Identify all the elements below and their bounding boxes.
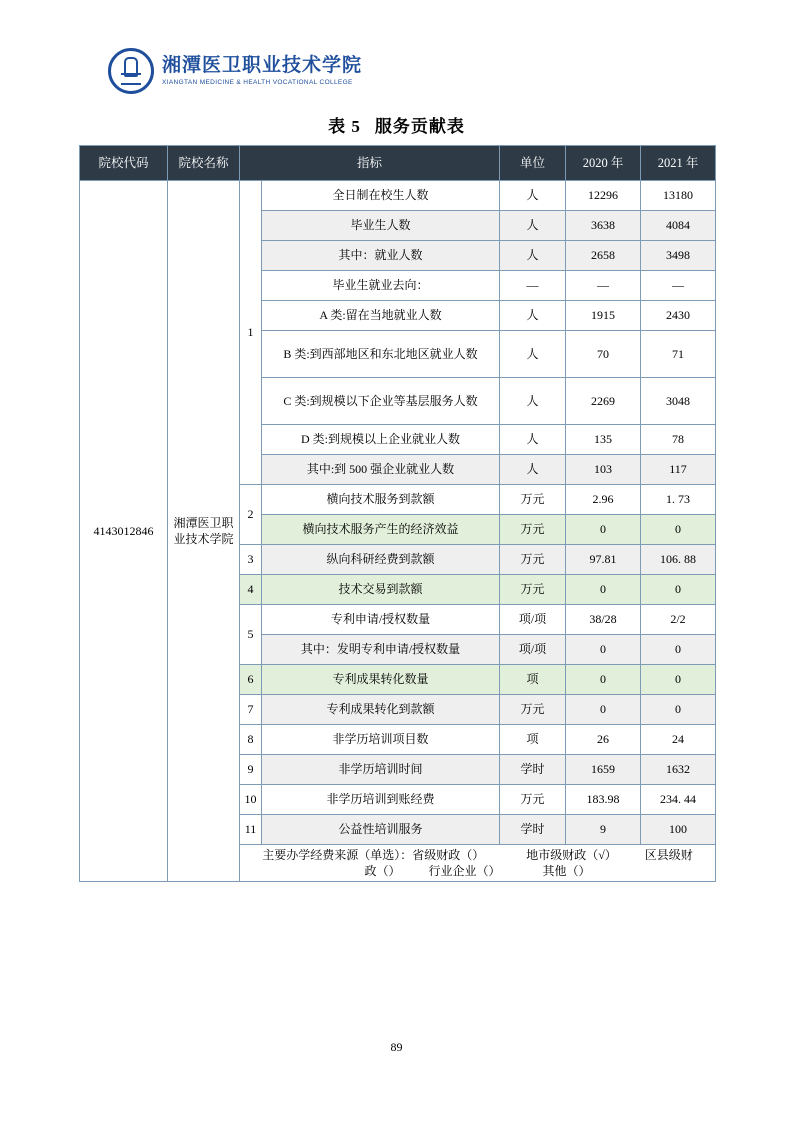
table-row [80, 181, 716, 211]
cell-unit: 万元 [500, 785, 566, 815]
cell-2021: 4084 [641, 211, 716, 241]
funding-source-cell [240, 845, 716, 882]
cell-2020: 12296 [566, 181, 641, 211]
cell-2021: 0 [641, 665, 716, 695]
cell-unit: 万元 [500, 545, 566, 575]
cell-indicator: 横向技术服务产生的经济效益 [262, 515, 500, 545]
cell-indicator: 其中：就业人数 [262, 241, 500, 271]
cell-group-index: 8 [240, 725, 262, 755]
cell-2020: 1659 [566, 755, 641, 785]
cell-2021: 3498 [641, 241, 716, 271]
college-emblem-icon [108, 48, 154, 94]
cell-2020: 0 [566, 635, 641, 665]
funding-source-county-cont: 政（） [364, 864, 401, 879]
cell-indicator: 其中：发明专利申请/授权数量 [262, 635, 500, 665]
header-school-code: 院校代码 [80, 146, 168, 181]
cell-unit: 项 [500, 725, 566, 755]
cell-2020: 9 [566, 815, 641, 845]
cell-group-index: 3 [240, 545, 262, 575]
cell-indicator: 非学历培训项目数 [262, 725, 500, 755]
cell-unit: 万元 [500, 575, 566, 605]
cell-2020: 3638 [566, 211, 641, 241]
cell-unit: 人 [500, 378, 566, 425]
cell-indicator: 横向技术服务到款额 [262, 485, 500, 515]
cell-2020: 97.81 [566, 545, 641, 575]
cell-indicator: 非学历培训到账经费 [262, 785, 500, 815]
cell-2021: 106. 88 [641, 545, 716, 575]
funding-source-line-2 [243, 863, 712, 879]
cell-indicator: D 类:到规模以上企业就业人数 [262, 425, 500, 455]
cell-unit: 项 [500, 665, 566, 695]
cell-unit: 人 [500, 181, 566, 211]
cell-2020: 0 [566, 575, 641, 605]
cell-unit: 学时 [500, 815, 566, 845]
cell-2020: 135 [566, 425, 641, 455]
header-year-2021: 2021 年 [641, 146, 716, 181]
cell-2021: 24 [641, 725, 716, 755]
cell-unit: — [500, 271, 566, 301]
college-logo [108, 48, 362, 94]
cell-2020: 0 [566, 695, 641, 725]
table-name: 服务贡献表 [374, 117, 465, 136]
header-indicator: 指标 [240, 146, 500, 181]
cell-indicator: A 类:留在当地就业人数 [262, 301, 500, 331]
cell-2021: 78 [641, 425, 716, 455]
cell-indicator: 专利成果转化到款额 [262, 695, 500, 725]
cell-indicator: 其中:到 500 强企业就业人数 [262, 455, 500, 485]
cell-indicator: 专利申请/授权数量 [262, 605, 500, 635]
cell-2020: 0 [566, 515, 641, 545]
cell-2021: 117 [641, 455, 716, 485]
cell-2021: 3048 [641, 378, 716, 425]
cell-indicator: B 类:到西部地区和东北地区就业人数 [262, 331, 500, 378]
cell-2020: 1915 [566, 301, 641, 331]
cell-indicator: 技术交易到款额 [262, 575, 500, 605]
cell-2021: 0 [641, 575, 716, 605]
cell-2020: — [566, 271, 641, 301]
cell-indicator: 纵向科研经费到款额 [262, 545, 500, 575]
funding-source-municipal: 地市级财政（√） [526, 848, 617, 862]
header-school-name: 院校名称 [168, 146, 240, 181]
cell-2021: 100 [641, 815, 716, 845]
cell-unit: 人 [500, 331, 566, 378]
cell-2021: 0 [641, 635, 716, 665]
cell-indicator: 非学历培训时间 [262, 755, 500, 785]
cell-2020: 38/28 [566, 605, 641, 635]
cell-2021: — [641, 271, 716, 301]
cell-2021: 0 [641, 695, 716, 725]
cell-2021: 13180 [641, 181, 716, 211]
cell-unit: 人 [500, 455, 566, 485]
header-year-2020: 2020 年 [566, 146, 641, 181]
cell-indicator: 毕业生就业去向： [262, 271, 500, 301]
cell-2020: 26 [566, 725, 641, 755]
table-header-row [80, 146, 716, 181]
cell-2020: 183.98 [566, 785, 641, 815]
cell-group-index: 2 [240, 485, 262, 545]
cell-unit: 项/项 [500, 635, 566, 665]
logo-english-name: XIANGTAN MEDICINE & HEALTH VOCATIONAL COLLEGE [162, 79, 353, 87]
funding-source-county: 区县级财 [644, 848, 693, 862]
cell-2021: 2430 [641, 301, 716, 331]
cell-indicator: C 类:到规模以下企业等基层服务人数 [262, 378, 500, 425]
cell-unit: 人 [500, 241, 566, 271]
cell-group-index: 7 [240, 695, 262, 725]
cell-unit: 万元 [500, 515, 566, 545]
cell-indicator: 全日制在校生人数 [262, 181, 500, 211]
funding-source-other: 其他（） [542, 864, 591, 879]
cell-2020: 0 [566, 665, 641, 695]
cell-unit: 人 [500, 425, 566, 455]
cell-unit: 万元 [500, 695, 566, 725]
cell-group-index: 5 [240, 605, 262, 665]
cell-2021: 2/2 [641, 605, 716, 635]
cell-unit: 人 [500, 211, 566, 241]
cell-unit: 项/项 [500, 605, 566, 635]
cell-2020: 2.96 [566, 485, 641, 515]
cell-2020: 103 [566, 455, 641, 485]
cell-2020: 70 [566, 331, 641, 378]
cell-group-index: 10 [240, 785, 262, 815]
cell-2021: 1. 73 [641, 485, 716, 515]
cell-2020: 2658 [566, 241, 641, 271]
page-title [0, 112, 793, 137]
table-label: 表 5 [328, 117, 361, 136]
cell-2021: 1632 [641, 755, 716, 785]
cell-group-index: 11 [240, 815, 262, 845]
logo-chinese-name: 湘潭医卫职业技术学院 [162, 55, 363, 77]
cell-group-index: 9 [240, 755, 262, 785]
page-number: 89 [390, 1040, 403, 1054]
cell-2021: 71 [641, 331, 716, 378]
cell-indicator: 公益性培训服务 [262, 815, 500, 845]
cell-2020: 2269 [566, 378, 641, 425]
logo-text-block [162, 55, 362, 87]
cell-school-code: 4143012846 [80, 181, 168, 882]
header-unit: 单位 [500, 146, 566, 181]
cell-unit: 人 [500, 301, 566, 331]
funding-source-line-1 [243, 847, 712, 863]
cell-2021: 0 [641, 515, 716, 545]
cell-school-name: 湘潭医卫职业技术学院 [168, 181, 240, 882]
cell-2021: 234. 44 [641, 785, 716, 815]
cell-group-index: 6 [240, 665, 262, 695]
cell-indicator: 毕业生人数 [262, 211, 500, 241]
cell-group-index: 1 [240, 181, 262, 485]
cell-unit: 万元 [500, 485, 566, 515]
cell-group-index: 4 [240, 575, 262, 605]
cell-unit: 学时 [500, 755, 566, 785]
funding-source-industry: 行业企业（） [428, 864, 501, 879]
cell-indicator: 专利成果转化数量 [262, 665, 500, 695]
service-contribution-table [79, 145, 715, 882]
funding-source-provincial: 主要办学经费来源（单选）：省级财政（） [262, 848, 485, 862]
